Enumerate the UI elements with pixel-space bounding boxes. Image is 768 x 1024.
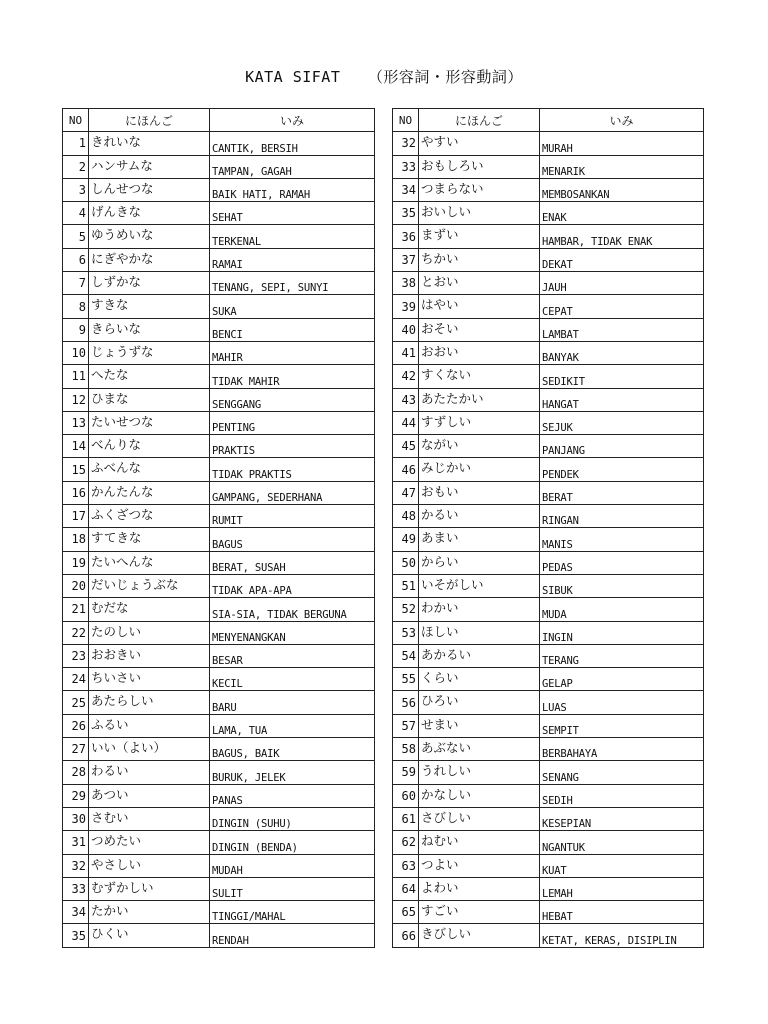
row-number: 62 <box>393 831 419 854</box>
row-number: 28 <box>63 761 89 784</box>
table-row <box>393 458 704 481</box>
table-row <box>393 248 704 271</box>
meaning: BURUK, JELEK <box>210 761 375 784</box>
row-number: 8 <box>63 295 89 318</box>
japanese-word: おもい <box>419 481 540 504</box>
japanese-word: よわい <box>419 877 540 900</box>
japanese-word: ハンサムな <box>89 155 210 178</box>
row-number: 23 <box>63 644 89 667</box>
table-header-row <box>393 109 704 132</box>
table-row <box>393 574 704 597</box>
header-no: NO <box>63 109 89 132</box>
row-number: 53 <box>393 621 419 644</box>
table-row <box>63 621 375 644</box>
japanese-word: ねむい <box>419 831 540 854</box>
meaning: SIA-SIA, TIDAK BERGUNA <box>210 598 375 621</box>
table-row <box>393 784 704 807</box>
row-number: 50 <box>393 551 419 574</box>
table-row <box>63 248 375 271</box>
japanese-word: ふるい <box>89 714 210 737</box>
table-header-row <box>63 109 375 132</box>
meaning: SEJUK <box>540 411 704 434</box>
vocab-table-right <box>392 108 704 948</box>
table-row <box>393 132 704 155</box>
row-number: 57 <box>393 714 419 737</box>
meaning: MEMBOSANKAN <box>540 178 704 201</box>
table-row <box>63 295 375 318</box>
japanese-word: かなしい <box>419 784 540 807</box>
meaning: BARU <box>210 691 375 714</box>
meaning: CEPAT <box>540 295 704 318</box>
table-row <box>63 481 375 504</box>
japanese-word: しんせつな <box>89 178 210 201</box>
row-number: 12 <box>63 388 89 411</box>
table-row <box>63 761 375 784</box>
meaning: TENANG, SEPI, SUNYI <box>210 272 375 295</box>
row-number: 40 <box>393 318 419 341</box>
table-row <box>393 831 704 854</box>
japanese-word: あまい <box>419 528 540 551</box>
row-number: 35 <box>63 924 89 947</box>
table-row <box>393 225 704 248</box>
row-number: 36 <box>393 225 419 248</box>
meaning: SULIT <box>210 877 375 900</box>
row-number: 33 <box>63 877 89 900</box>
japanese-word: ひまな <box>89 388 210 411</box>
table-row <box>63 854 375 877</box>
meaning: PRAKTIS <box>210 435 375 458</box>
row-number: 10 <box>63 341 89 364</box>
row-number: 42 <box>393 365 419 388</box>
table-row <box>393 877 704 900</box>
japanese-word: げんきな <box>89 202 210 225</box>
japanese-word: つまらない <box>419 178 540 201</box>
meaning: KECIL <box>210 668 375 691</box>
meaning: SEDIH <box>540 784 704 807</box>
table-row <box>63 877 375 900</box>
japanese-word: みじかい <box>419 458 540 481</box>
japanese-word: すてきな <box>89 528 210 551</box>
japanese-word: からい <box>419 551 540 574</box>
table-row <box>393 551 704 574</box>
japanese-word: へたな <box>89 365 210 388</box>
meaning: TAMPAN, GAGAH <box>210 155 375 178</box>
japanese-word: たいせつな <box>89 411 210 434</box>
row-number: 3 <box>63 178 89 201</box>
japanese-word: しずかな <box>89 272 210 295</box>
japanese-word: いい（よい） <box>89 738 210 761</box>
row-number: 14 <box>63 435 89 458</box>
meaning: RUMIT <box>210 505 375 528</box>
title-japanese: （形容詞・形容動詞） <box>367 68 523 86</box>
japanese-word: わかい <box>419 598 540 621</box>
japanese-word: さむい <box>89 807 210 830</box>
header-meaning: いみ <box>540 109 704 132</box>
table-row <box>63 132 375 155</box>
japanese-word: じょうずな <box>89 341 210 364</box>
meaning: JAUH <box>540 272 704 295</box>
meaning: BENCI <box>210 318 375 341</box>
japanese-word: つめたい <box>89 831 210 854</box>
meaning: RAMAI <box>210 248 375 271</box>
row-number: 19 <box>63 551 89 574</box>
japanese-word: たいへんな <box>89 551 210 574</box>
table-row <box>63 528 375 551</box>
japanese-word: ちかい <box>419 248 540 271</box>
table-row <box>393 528 704 551</box>
table-row <box>393 411 704 434</box>
row-number: 31 <box>63 831 89 854</box>
meaning: HANGAT <box>540 388 704 411</box>
table-row <box>63 178 375 201</box>
table-row <box>63 411 375 434</box>
meaning: MENARIK <box>540 155 704 178</box>
row-number: 38 <box>393 272 419 295</box>
row-number: 4 <box>63 202 89 225</box>
japanese-word: にぎやかな <box>89 248 210 271</box>
japanese-word: たかい <box>89 901 210 924</box>
meaning: PENDEK <box>540 458 704 481</box>
meaning: PANAS <box>210 784 375 807</box>
japanese-word: ふくざつな <box>89 505 210 528</box>
meaning: BESAR <box>210 644 375 667</box>
row-number: 54 <box>393 644 419 667</box>
row-number: 35 <box>393 202 419 225</box>
meaning: LUAS <box>540 691 704 714</box>
meaning: TERANG <box>540 644 704 667</box>
table-row <box>63 691 375 714</box>
japanese-word: あぶない <box>419 738 540 761</box>
row-number: 37 <box>393 248 419 271</box>
japanese-word: ふべんな <box>89 458 210 481</box>
japanese-word: くらい <box>419 668 540 691</box>
japanese-word: あかるい <box>419 644 540 667</box>
table-row <box>63 924 375 947</box>
japanese-word: すずしい <box>419 411 540 434</box>
table-row <box>63 668 375 691</box>
japanese-word: はやい <box>419 295 540 318</box>
table-row <box>63 738 375 761</box>
table-row <box>393 668 704 691</box>
table-row <box>63 458 375 481</box>
japanese-word: だいじょうぶな <box>89 574 210 597</box>
japanese-word: やさしい <box>89 854 210 877</box>
row-number: 34 <box>393 178 419 201</box>
meaning: TIDAK MAHIR <box>210 365 375 388</box>
header-japanese: にほんご <box>419 109 540 132</box>
japanese-word: きれいな <box>89 132 210 155</box>
meaning: BERAT, SUSAH <box>210 551 375 574</box>
row-number: 46 <box>393 458 419 481</box>
row-number: 65 <box>393 901 419 924</box>
japanese-word: ながい <box>419 435 540 458</box>
japanese-word: むずかしい <box>89 877 210 900</box>
meaning: RENDAH <box>210 924 375 947</box>
row-number: 48 <box>393 505 419 528</box>
table-row <box>393 435 704 458</box>
meaning: BERBAHAYA <box>540 738 704 761</box>
japanese-word: ひろい <box>419 691 540 714</box>
meaning: LEMAH <box>540 877 704 900</box>
row-number: 51 <box>393 574 419 597</box>
japanese-word: つよい <box>419 854 540 877</box>
row-number: 1 <box>63 132 89 155</box>
meaning: PENTING <box>210 411 375 434</box>
table-row <box>63 714 375 737</box>
meaning: DINGIN (BENDA) <box>210 831 375 854</box>
meaning: SENANG <box>540 761 704 784</box>
japanese-word: たのしい <box>89 621 210 644</box>
table-row <box>63 831 375 854</box>
meaning: SUKA <box>210 295 375 318</box>
japanese-word: ちいさい <box>89 668 210 691</box>
meaning: MENYENANGKAN <box>210 621 375 644</box>
japanese-word: おおい <box>419 341 540 364</box>
japanese-word: あたらしい <box>89 691 210 714</box>
row-number: 34 <box>63 901 89 924</box>
row-number: 22 <box>63 621 89 644</box>
table-row <box>393 272 704 295</box>
row-number: 20 <box>63 574 89 597</box>
table-row <box>63 574 375 597</box>
vocab-table-left <box>62 108 375 948</box>
meaning: CANTIK, BERSIH <box>210 132 375 155</box>
row-number: 24 <box>63 668 89 691</box>
table-row <box>63 202 375 225</box>
meaning: KUAT <box>540 854 704 877</box>
japanese-word: やすい <box>419 132 540 155</box>
table-row <box>393 807 704 830</box>
row-number: 17 <box>63 505 89 528</box>
meaning: RINGAN <box>540 505 704 528</box>
table-row <box>393 505 704 528</box>
table-row <box>393 714 704 737</box>
table-row <box>63 901 375 924</box>
meaning: TINGGI/MAHAL <box>210 901 375 924</box>
table-row <box>393 155 704 178</box>
row-number: 66 <box>393 924 419 947</box>
japanese-word: すごい <box>419 901 540 924</box>
row-number: 56 <box>393 691 419 714</box>
row-number: 47 <box>393 481 419 504</box>
japanese-word: おおきい <box>89 644 210 667</box>
meaning: BERAT <box>540 481 704 504</box>
row-number: 21 <box>63 598 89 621</box>
japanese-word: あたたかい <box>419 388 540 411</box>
japanese-word: ゆうめいな <box>89 225 210 248</box>
table-row <box>393 318 704 341</box>
row-number: 32 <box>63 854 89 877</box>
table-row <box>63 784 375 807</box>
meaning: DEKAT <box>540 248 704 271</box>
table-row <box>63 388 375 411</box>
japanese-word: すくない <box>419 365 540 388</box>
japanese-word: すきな <box>89 295 210 318</box>
row-number: 15 <box>63 458 89 481</box>
meaning: MURAH <box>540 132 704 155</box>
meaning: ENAK <box>540 202 704 225</box>
table-row <box>63 644 375 667</box>
table-row <box>393 202 704 225</box>
row-number: 9 <box>63 318 89 341</box>
table-row <box>63 272 375 295</box>
meaning: SEMPIT <box>540 714 704 737</box>
row-number: 13 <box>63 411 89 434</box>
japanese-word: かんたんな <box>89 481 210 504</box>
row-number: 55 <box>393 668 419 691</box>
japanese-word: むだな <box>89 598 210 621</box>
meaning: DINGIN (SUHU) <box>210 807 375 830</box>
meaning: HAMBAR, TIDAK ENAK <box>540 225 704 248</box>
meaning: KESEPIAN <box>540 807 704 830</box>
japanese-word: おもしろい <box>419 155 540 178</box>
meaning: MUDA <box>540 598 704 621</box>
row-number: 16 <box>63 481 89 504</box>
meaning: SIBUK <box>540 574 704 597</box>
row-number: 58 <box>393 738 419 761</box>
meaning: PANJANG <box>540 435 704 458</box>
table-row <box>393 598 704 621</box>
row-number: 26 <box>63 714 89 737</box>
row-number: 59 <box>393 761 419 784</box>
table-row <box>63 225 375 248</box>
table-row <box>63 807 375 830</box>
table-row <box>393 295 704 318</box>
row-number: 61 <box>393 807 419 830</box>
table-row <box>393 644 704 667</box>
japanese-word: さびしい <box>419 807 540 830</box>
japanese-word: いそがしい <box>419 574 540 597</box>
header-no: NO <box>393 109 419 132</box>
meaning: INGIN <box>540 621 704 644</box>
row-number: 39 <box>393 295 419 318</box>
row-number: 7 <box>63 272 89 295</box>
meaning: TIDAK PRAKTIS <box>210 458 375 481</box>
meaning: SEDIKIT <box>540 365 704 388</box>
table-row <box>393 761 704 784</box>
meaning: MUDAH <box>210 854 375 877</box>
table-row <box>393 388 704 411</box>
row-number: 60 <box>393 784 419 807</box>
meaning: BAIK HATI, RAMAH <box>210 178 375 201</box>
japanese-word: きびしい <box>419 924 540 947</box>
table-row <box>63 318 375 341</box>
row-number: 5 <box>63 225 89 248</box>
meaning: LAMA, TUA <box>210 714 375 737</box>
header-meaning: いみ <box>210 109 375 132</box>
japanese-word: わるい <box>89 761 210 784</box>
japanese-word: かるい <box>419 505 540 528</box>
row-number: 27 <box>63 738 89 761</box>
row-number: 63 <box>393 854 419 877</box>
row-number: 44 <box>393 411 419 434</box>
table-row <box>63 551 375 574</box>
japanese-word: おいしい <box>419 202 540 225</box>
table-row <box>63 341 375 364</box>
meaning: MANIS <box>540 528 704 551</box>
meaning: SEHAT <box>210 202 375 225</box>
row-number: 33 <box>393 155 419 178</box>
title-main: KATA SIFAT <box>245 68 341 86</box>
table-row <box>393 924 704 947</box>
row-number: 52 <box>393 598 419 621</box>
row-number: 6 <box>63 248 89 271</box>
table-row <box>393 854 704 877</box>
table-row <box>393 901 704 924</box>
japanese-word: とおい <box>419 272 540 295</box>
row-number: 45 <box>393 435 419 458</box>
japanese-word: きらいな <box>89 318 210 341</box>
meaning: TIDAK APA-APA <box>210 574 375 597</box>
table-row <box>393 365 704 388</box>
header-japanese: にほんご <box>89 109 210 132</box>
page-title <box>0 66 768 87</box>
row-number: 25 <box>63 691 89 714</box>
japanese-word: ひくい <box>89 924 210 947</box>
japanese-word: まずい <box>419 225 540 248</box>
meaning: NGANTUK <box>540 831 704 854</box>
table-row <box>393 481 704 504</box>
row-number: 41 <box>393 341 419 364</box>
row-number: 18 <box>63 528 89 551</box>
meaning: KETAT, KERAS, DISIPLIN <box>540 924 704 947</box>
table-row <box>393 691 704 714</box>
japanese-word: うれしい <box>419 761 540 784</box>
table-row <box>393 178 704 201</box>
table-row <box>393 738 704 761</box>
meaning: PEDAS <box>540 551 704 574</box>
meaning: BAGUS <box>210 528 375 551</box>
japanese-word: せまい <box>419 714 540 737</box>
row-number: 2 <box>63 155 89 178</box>
japanese-word: あつい <box>89 784 210 807</box>
row-number: 43 <box>393 388 419 411</box>
meaning: LAMBAT <box>540 318 704 341</box>
meaning: SENGGANG <box>210 388 375 411</box>
row-number: 29 <box>63 784 89 807</box>
meaning: GELAP <box>540 668 704 691</box>
japanese-word: ほしい <box>419 621 540 644</box>
table-row <box>63 435 375 458</box>
row-number: 11 <box>63 365 89 388</box>
japanese-word: おそい <box>419 318 540 341</box>
row-number: 32 <box>393 132 419 155</box>
table-row <box>393 621 704 644</box>
table-row <box>63 505 375 528</box>
meaning: BANYAK <box>540 341 704 364</box>
meaning: GAMPANG, SEDERHANA <box>210 481 375 504</box>
row-number: 64 <box>393 877 419 900</box>
row-number: 30 <box>63 807 89 830</box>
table-row <box>393 341 704 364</box>
table-row <box>63 155 375 178</box>
row-number: 49 <box>393 528 419 551</box>
meaning: BAGUS, BAIK <box>210 738 375 761</box>
meaning: MAHIR <box>210 341 375 364</box>
japanese-word: べんりな <box>89 435 210 458</box>
table-row <box>63 365 375 388</box>
meaning: HEBAT <box>540 901 704 924</box>
table-row <box>63 598 375 621</box>
meaning: TERKENAL <box>210 225 375 248</box>
